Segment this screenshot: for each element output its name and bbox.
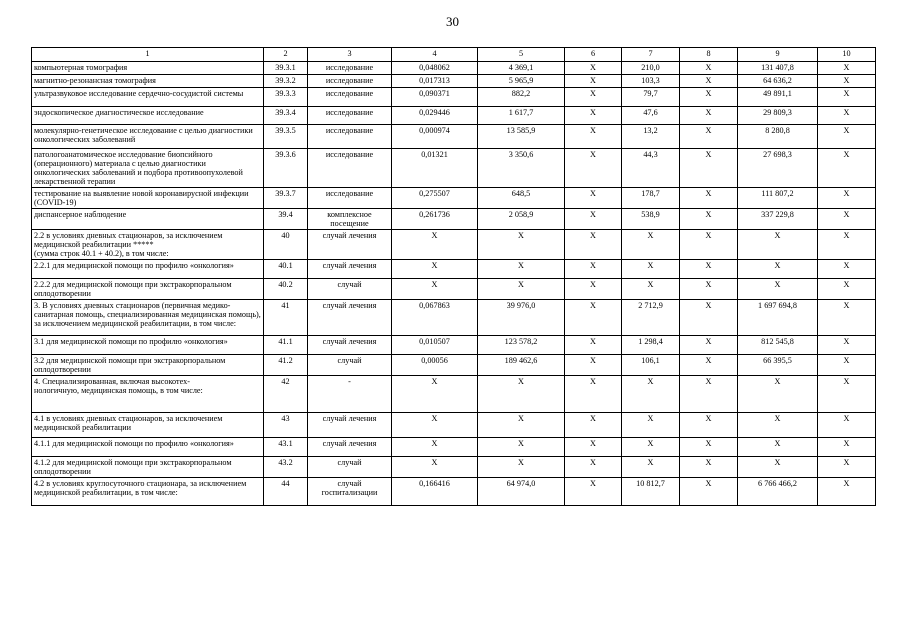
cell-c4: 0,01321 (392, 149, 478, 188)
cell-c10: X (818, 457, 876, 478)
cell-unit: исследование (308, 149, 392, 188)
cell-unit: случай лечения (308, 300, 392, 336)
cell-c5: 1 617,7 (478, 107, 565, 125)
cell-code: 40 (264, 230, 308, 260)
cell-c5: X (478, 279, 565, 300)
cell-code: 39.3.7 (264, 188, 308, 209)
table-row (32, 75, 876, 88)
cell-c4: 0,261736 (392, 209, 478, 230)
cell-c4: 0,090371 (392, 88, 478, 107)
cell-c6: X (565, 260, 622, 279)
header-cell-7: 7 (622, 48, 680, 62)
cell-c7: X (622, 376, 680, 413)
cell-c9: 29 809,3 (738, 107, 818, 125)
cell-c4: 0,067863 (392, 300, 478, 336)
cell-c6: X (565, 336, 622, 355)
cell-c5: 882,2 (478, 88, 565, 107)
cell-c8: X (680, 75, 738, 88)
cell-c6: X (565, 457, 622, 478)
table-row (32, 438, 876, 457)
cell-c10: X (818, 260, 876, 279)
cell-c7: X (622, 260, 680, 279)
cell-c7: 210,0 (622, 62, 680, 75)
cell-c7: 103,3 (622, 75, 680, 88)
table-row (32, 376, 876, 413)
header-cell-1: 1 (32, 48, 264, 62)
cell-c5: X (478, 230, 565, 260)
cell-c5: 189 462,6 (478, 355, 565, 376)
header-cell-4: 4 (392, 48, 478, 62)
cell-c9: 337 229,8 (738, 209, 818, 230)
cell-c5: X (478, 413, 565, 438)
table-row (32, 336, 876, 355)
cell-c9: X (738, 230, 818, 260)
cell-c5: X (478, 260, 565, 279)
header-cell-6: 6 (565, 48, 622, 62)
cell-c4: 0,029446 (392, 107, 478, 125)
cell-c9: 111 807,2 (738, 188, 818, 209)
table-row (32, 188, 876, 209)
cell-name: ультразвуковое исследование сердечно-сосудистой системы (32, 88, 264, 107)
cell-c4: 0,048062 (392, 62, 478, 75)
table-row (32, 279, 876, 300)
cell-name: 4.1 в условиях дневных стационаров, за исключением медицинской реабилитации (32, 413, 264, 438)
cell-code: 40.2 (264, 279, 308, 300)
table-row (32, 478, 876, 506)
cell-c8: X (680, 438, 738, 457)
cell-c7: 1 298,4 (622, 336, 680, 355)
cell-unit: - (308, 376, 392, 413)
cell-c10: X (818, 336, 876, 355)
cell-c9: 131 407,8 (738, 62, 818, 75)
cell-c7: X (622, 413, 680, 438)
cell-unit: комплексное посещение (308, 209, 392, 230)
cell-unit: случай лечения (308, 438, 392, 457)
cell-c6: X (565, 438, 622, 457)
cell-code: 43 (264, 413, 308, 438)
cell-unit: исследование (308, 88, 392, 107)
cell-c10: X (818, 279, 876, 300)
cell-c6: X (565, 209, 622, 230)
data-table (31, 47, 876, 506)
cell-c10: X (818, 438, 876, 457)
cell-name: компьютерная томография (32, 62, 264, 75)
cell-c8: X (680, 376, 738, 413)
cell-code: 39.3.2 (264, 75, 308, 88)
cell-code: 40.1 (264, 260, 308, 279)
cell-c4: X (392, 260, 478, 279)
cell-c5: X (478, 457, 565, 478)
cell-c5: 2 058,9 (478, 209, 565, 230)
header-cell-9: 9 (738, 48, 818, 62)
cell-unit: случай госпитализации (308, 478, 392, 506)
cell-code: 39.3.5 (264, 125, 308, 149)
cell-c7: X (622, 438, 680, 457)
cell-name: 3. В условиях дневных стационаров (первичная медико-санитарная помощь, специализированная медицинская помощь), за исключением медицинской реабилитации, в том числе: (32, 300, 264, 336)
cell-unit: случай (308, 457, 392, 478)
cell-code: 39.4 (264, 209, 308, 230)
table-row (32, 355, 876, 376)
cell-c4: X (392, 438, 478, 457)
cell-code: 41.2 (264, 355, 308, 376)
cell-c8: X (680, 209, 738, 230)
cell-c5: 123 578,2 (478, 336, 565, 355)
cell-c8: X (680, 457, 738, 478)
cell-c4: X (392, 279, 478, 300)
cell-c9: 6 766 466,2 (738, 478, 818, 506)
cell-c7: X (622, 457, 680, 478)
cell-c6: X (565, 230, 622, 260)
cell-c9: 812 545,8 (738, 336, 818, 355)
cell-name: 4.2 в условиях круглосуточного стационара, за исключением медицинской реабилитации, в том числе: (32, 478, 264, 506)
cell-c9: 64 636,2 (738, 75, 818, 88)
cell-c7: 106,1 (622, 355, 680, 376)
cell-name: 3.2 для медицинской помощи при экстракорпоральном оплодотворении (32, 355, 264, 376)
cell-c4: 0,166416 (392, 478, 478, 506)
cell-code: 43.1 (264, 438, 308, 457)
cell-c8: X (680, 149, 738, 188)
cell-c5: 13 585,9 (478, 125, 565, 149)
cell-c4: 0,017313 (392, 75, 478, 88)
cell-c6: X (565, 107, 622, 125)
cell-code: 39.3.4 (264, 107, 308, 125)
cell-c9: 66 395,5 (738, 355, 818, 376)
cell-c8: X (680, 88, 738, 107)
cell-c6: X (565, 62, 622, 75)
cell-code: 39.3.3 (264, 88, 308, 107)
cell-c7: 44,3 (622, 149, 680, 188)
cell-code: 39.3.1 (264, 62, 308, 75)
table-row (32, 457, 876, 478)
cell-c7: 2 712,9 (622, 300, 680, 336)
cell-code: 41.1 (264, 336, 308, 355)
cell-unit: случай лечения (308, 260, 392, 279)
cell-c8: X (680, 355, 738, 376)
table-row (32, 62, 876, 75)
cell-c7: 79,7 (622, 88, 680, 107)
cell-c8: X (680, 260, 738, 279)
cell-c8: X (680, 336, 738, 355)
cell-c7: 13,2 (622, 125, 680, 149)
cell-c4: 0,00056 (392, 355, 478, 376)
cell-c5: 39 976,0 (478, 300, 565, 336)
cell-c9: 1 697 694,8 (738, 300, 818, 336)
cell-c8: X (680, 478, 738, 506)
cell-c7: 538,9 (622, 209, 680, 230)
cell-c6: X (565, 75, 622, 88)
table-row (32, 125, 876, 149)
cell-c4: 0,275507 (392, 188, 478, 209)
table-row (32, 230, 876, 260)
header-cell-3: 3 (308, 48, 392, 62)
cell-c5: 5 965,9 (478, 75, 565, 88)
cell-c8: X (680, 230, 738, 260)
table-row (32, 149, 876, 188)
cell-name: 2.2.1 для медицинской помощи по профилю «онкология» (32, 260, 264, 279)
cell-name: 2.2 в условиях дневных стационаров, за исключением медицинской реабилитации ***** (сумма строк 40.1 + 40.2), в том числе: (32, 230, 264, 260)
cell-c6: X (565, 300, 622, 336)
header-cell-10: 10 (818, 48, 876, 62)
cell-c10: X (818, 478, 876, 506)
header-cell-2: 2 (264, 48, 308, 62)
cell-name: 4. Специализированная, включая высокотех- нологичную, медицинская помощь, в том числе: (32, 376, 264, 413)
cell-unit: исследование (308, 125, 392, 149)
cell-unit: исследование (308, 188, 392, 209)
cell-c6: X (565, 355, 622, 376)
cell-name: тестирование на выявление новой коронавирусной инфекции (COVID-19) (32, 188, 264, 209)
table-row (32, 107, 876, 125)
cell-c10: X (818, 149, 876, 188)
table-row (32, 413, 876, 438)
cell-c6: X (565, 478, 622, 506)
cell-c9: X (738, 438, 818, 457)
cell-c10: X (818, 188, 876, 209)
cell-c8: X (680, 62, 738, 75)
cell-c10: X (818, 376, 876, 413)
cell-name: 2.2.2 для медицинской помощи при экстракорпоральном оплодотворении (32, 279, 264, 300)
cell-c8: X (680, 279, 738, 300)
header-cell-8: 8 (680, 48, 738, 62)
cell-c4: X (392, 413, 478, 438)
cell-unit: случай лечения (308, 336, 392, 355)
cell-c9: 8 280,8 (738, 125, 818, 149)
cell-c7: X (622, 279, 680, 300)
cell-c5: 64 974,0 (478, 478, 565, 506)
cell-c4: 0,010507 (392, 336, 478, 355)
cell-c10: X (818, 230, 876, 260)
cell-c6: X (565, 125, 622, 149)
cell-c9: X (738, 457, 818, 478)
cell-unit: исследование (308, 75, 392, 88)
cell-c5: X (478, 376, 565, 413)
cell-c4: 0,000974 (392, 125, 478, 149)
cell-unit: случай лечения (308, 413, 392, 438)
cell-c9: X (738, 279, 818, 300)
cell-unit: случай лечения (308, 230, 392, 260)
cell-name: диспансерное наблюдение (32, 209, 264, 230)
cell-c7: 47,6 (622, 107, 680, 125)
cell-c4: X (392, 457, 478, 478)
page-number: 30 (446, 14, 459, 29)
cell-code: 44 (264, 478, 308, 506)
table-row (32, 88, 876, 107)
cell-c10: X (818, 75, 876, 88)
cell-c5: 4 369,1 (478, 62, 565, 75)
cell-name: 3.1 для медицинской помощи по профилю «онкология» (32, 336, 264, 355)
cell-name: эндоскопическое диагностическое исследование (32, 107, 264, 125)
cell-c10: X (818, 413, 876, 438)
header-row (32, 48, 876, 62)
cell-name: 4.1.1 для медицинской помощи по профилю «онкология» (32, 438, 264, 457)
cell-c9: X (738, 260, 818, 279)
cell-c6: X (565, 88, 622, 107)
cell-c9: 27 698,3 (738, 149, 818, 188)
cell-c10: X (818, 88, 876, 107)
cell-unit: случай (308, 279, 392, 300)
cell-c5: 648,5 (478, 188, 565, 209)
table-row (32, 260, 876, 279)
cell-c8: X (680, 300, 738, 336)
cell-name: молекулярно-генетическое исследование с целью диагностики онкологических заболеваний (32, 125, 264, 149)
cell-c8: X (680, 107, 738, 125)
cell-code: 41 (264, 300, 308, 336)
header-cell-5: 5 (478, 48, 565, 62)
cell-c7: X (622, 230, 680, 260)
cell-c6: X (565, 376, 622, 413)
cell-c10: X (818, 209, 876, 230)
cell-c6: X (565, 413, 622, 438)
cell-unit: исследование (308, 62, 392, 75)
cell-name: патологоанатомическое исследование биопсийного (операционного) материала с целью диагностики онкологических заболеваний и подбора противоопухолевой лекарственной терапии (32, 149, 264, 188)
cell-c7: 178,7 (622, 188, 680, 209)
cell-c9: X (738, 413, 818, 438)
cell-c4: X (392, 230, 478, 260)
cell-code: 43.2 (264, 457, 308, 478)
table-row (32, 209, 876, 230)
cell-c10: X (818, 300, 876, 336)
cell-c5: 3 350,6 (478, 149, 565, 188)
table-row (32, 300, 876, 336)
cell-unit: случай (308, 355, 392, 376)
cell-c8: X (680, 413, 738, 438)
cell-c5: X (478, 438, 565, 457)
cell-c10: X (818, 125, 876, 149)
cell-c9: X (738, 376, 818, 413)
cell-c10: X (818, 355, 876, 376)
cell-code: 42 (264, 376, 308, 413)
cell-c9: 49 891,1 (738, 88, 818, 107)
cell-c7: 10 812,7 (622, 478, 680, 506)
cell-c10: X (818, 107, 876, 125)
cell-c10: X (818, 62, 876, 75)
cell-code: 39.3.6 (264, 149, 308, 188)
cell-name: магнитно-резонансная томография (32, 75, 264, 88)
cell-c6: X (565, 188, 622, 209)
cell-c8: X (680, 125, 738, 149)
cell-unit: исследование (308, 107, 392, 125)
cell-c4: X (392, 376, 478, 413)
cell-c6: X (565, 149, 622, 188)
cell-c8: X (680, 188, 738, 209)
cell-name: 4.1.2 для медицинской помощи при экстракорпоральном оплодотворении (32, 457, 264, 478)
cell-c6: X (565, 279, 622, 300)
